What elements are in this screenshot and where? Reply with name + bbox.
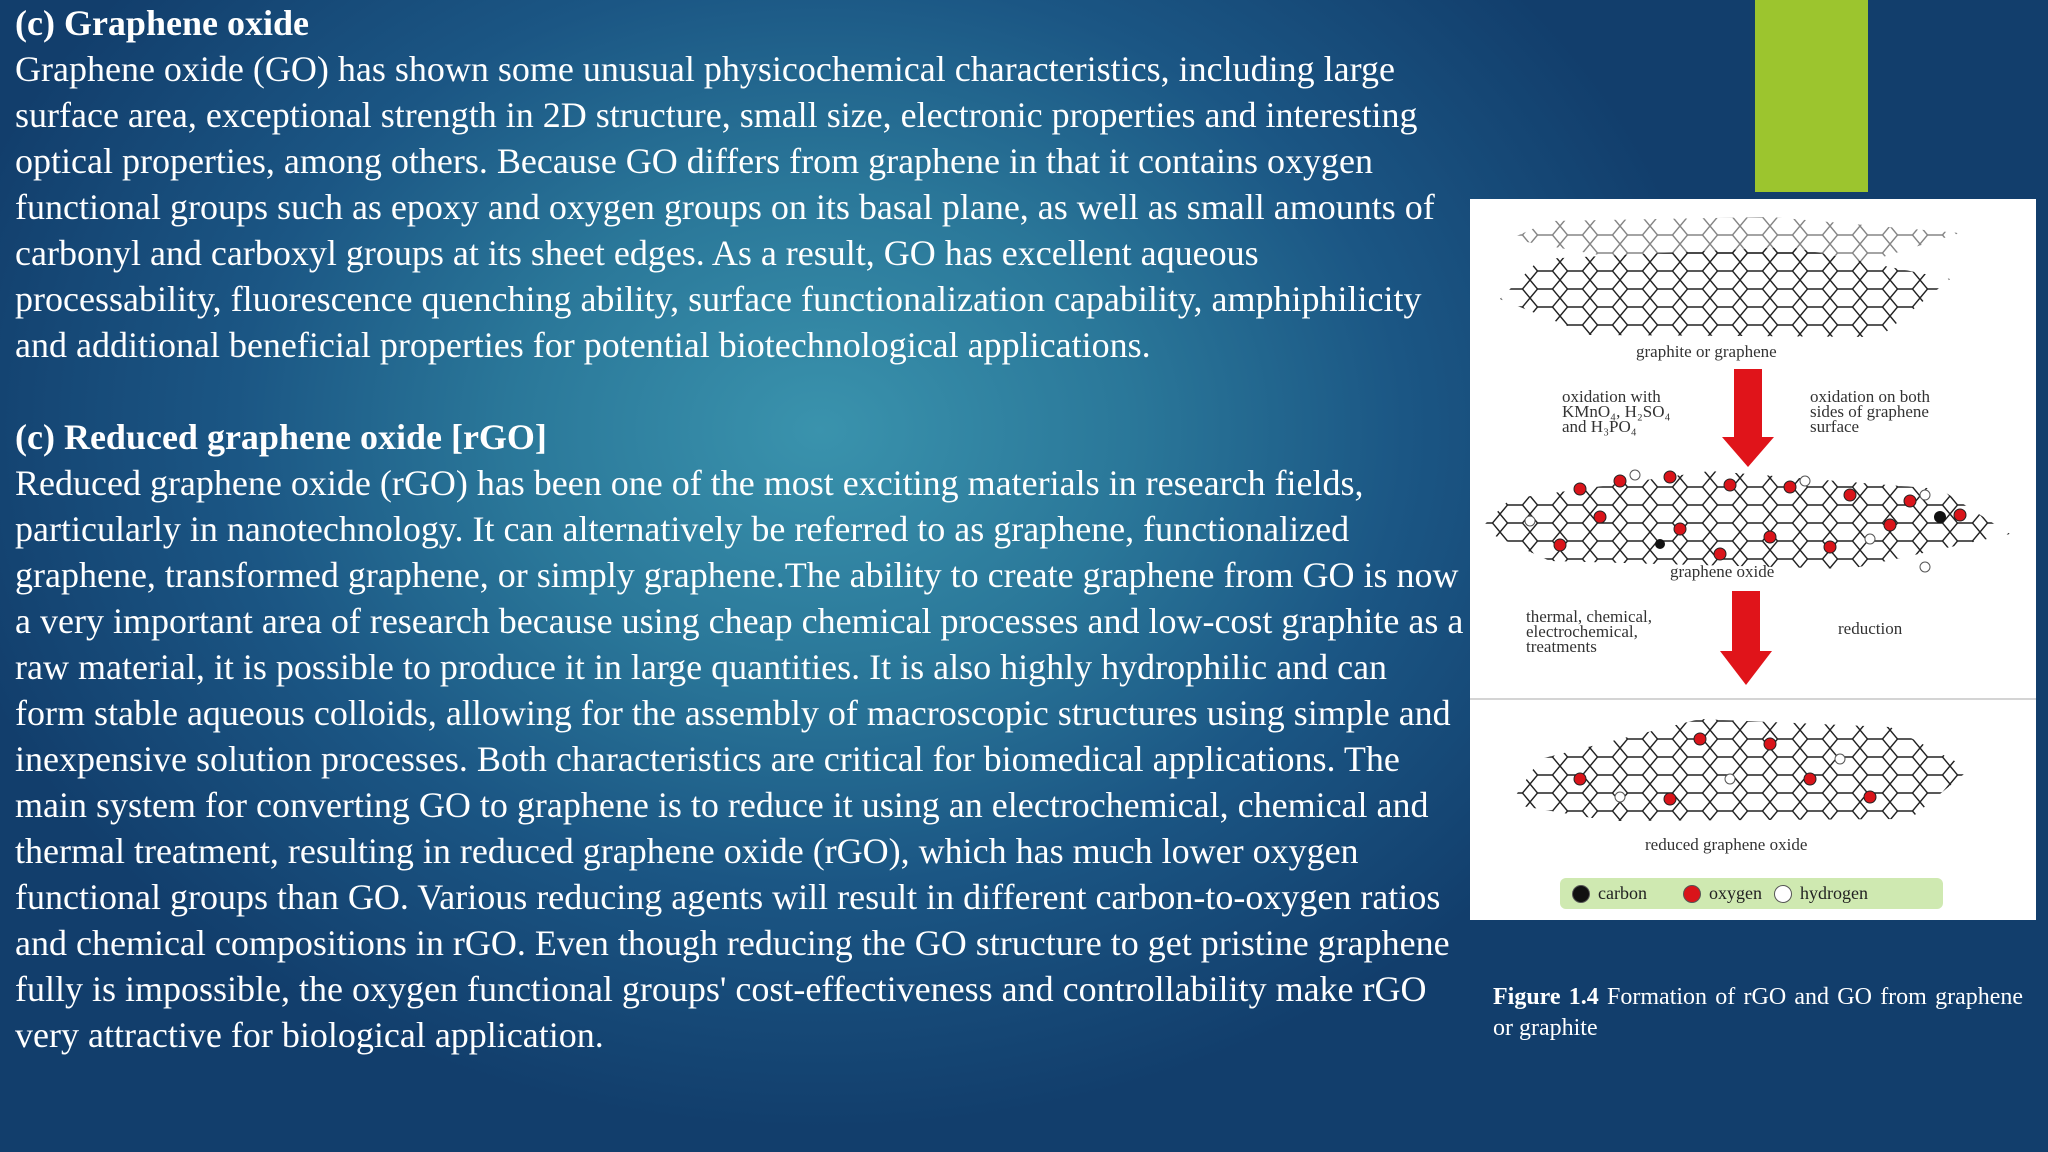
paragraph-graphene-oxide: Graphene oxide (GO) has shown some unusual physicochemical characteristics, including large surface area, exceptional strength in 2D structure, small size, electronic properties and interesting optical properties, among others. Because GO differs from graphene in that it contains oxygen functional groups such as epoxy and oxygen groups on its basal plane, as well as small amounts of carbonyl and carboxyl groups at its sheet edges. As a result, GO has excellent aqueous processability, fluorescence quenching ability, surface functionalization capability, amphiphilicity and additional beneficial properties for potential biotechnological applications.	[15, 49, 1435, 365]
section-heading-reduced-graphene-oxide: (c) Reduced graphene oxide [rGO]	[15, 417, 547, 457]
label-graphene-oxide: graphene oxide	[1670, 562, 1775, 581]
legend-label-carbon: carbon	[1598, 883, 1647, 903]
label-reduction-treatments: thermal, chemical, electrochemical, treatments	[1526, 607, 1653, 656]
legend-label-hydrogen: hydrogen	[1799, 883, 1868, 903]
figure-image	[1470, 199, 2036, 920]
figure-illustration	[1470, 199, 2036, 920]
reduction-arrow	[1720, 591, 1772, 685]
label-oxidation-left-1: oxidation with	[1562, 387, 1661, 406]
carbon-dot-icon	[1572, 885, 1590, 903]
text-column	[15, 0, 1465, 1058]
legend-label-oxygen: oxygen	[1708, 883, 1762, 903]
label-oxidation-right: oxidation on both sides of graphene surface	[1810, 387, 1930, 436]
reduced-graphene-oxide-sheet	[1510, 719, 1970, 821]
figure-legend	[1560, 878, 1943, 909]
oxidation-arrow	[1722, 369, 1774, 467]
legend-item-hydrogen	[1774, 883, 1868, 904]
figure-caption-number: Figure 1.4	[1493, 984, 1599, 1010]
label-graphite-or-graphene: graphite or graphene	[1636, 342, 1777, 361]
legend-item-carbon	[1572, 883, 1647, 904]
figure-caption	[1493, 982, 2023, 1044]
paragraph-reduced-graphene-oxide: Reduced graphene oxide (rGO) has been one of the most exciting materials in research fields, particularly in nanotechnology. It can alternatively be referred to as graphene, functionalized graphene, transformed graphene, or simply graphene.The ability to create graphene from GO is now a very important area of research because using cheap chemical processes and low-cost graphite as a raw material, it is possible to produce it in large quantities. It is also highly hydrophilic and can form stable aqueous colloids, allowing for the assembly of macroscopic structures using simple and inexpensive solution processes. Both characteristics are critical for biomedical applications. The main system for converting GO to graphene is to reduce it using an electrochemical, chemical and thermal treatment, resulting in reduced graphene oxide (rGO), which has much lower oxygen functional groups than GO. Various reducing agents will result in different carbon-to-oxygen ratios and chemical compositions in rGO. Even though reducing the GO structure to get pristine graphene fully is impossible, the oxygen functional groups' cost-effectiveness and controllability make rGO very attractive for biological application.	[15, 463, 1464, 1055]
label-reduced-graphene-oxide: reduced graphene oxide	[1645, 835, 1808, 854]
label-oxidation-left-2: KMnO₄, H₂SO₄	[1562, 402, 1671, 421]
graphite-sheet-2	[1500, 247, 1950, 337]
label-oxidation-left-3: and H₃PO₄	[1562, 417, 1637, 436]
figure-caption-text: Formation of rGO and GO from graphene or graphite	[1493, 984, 2024, 1041]
graphene-oxide-sheet	[1480, 470, 2010, 572]
label-reduction: reduction	[1838, 619, 1903, 638]
accent-bar	[1755, 0, 1868, 192]
section-heading-graphene-oxide: (c) Graphene oxide	[15, 3, 309, 43]
hydrogen-dot-icon	[1774, 885, 1792, 903]
oxygen-dot-icon	[1683, 885, 1701, 903]
legend-item-oxygen	[1683, 883, 1762, 904]
